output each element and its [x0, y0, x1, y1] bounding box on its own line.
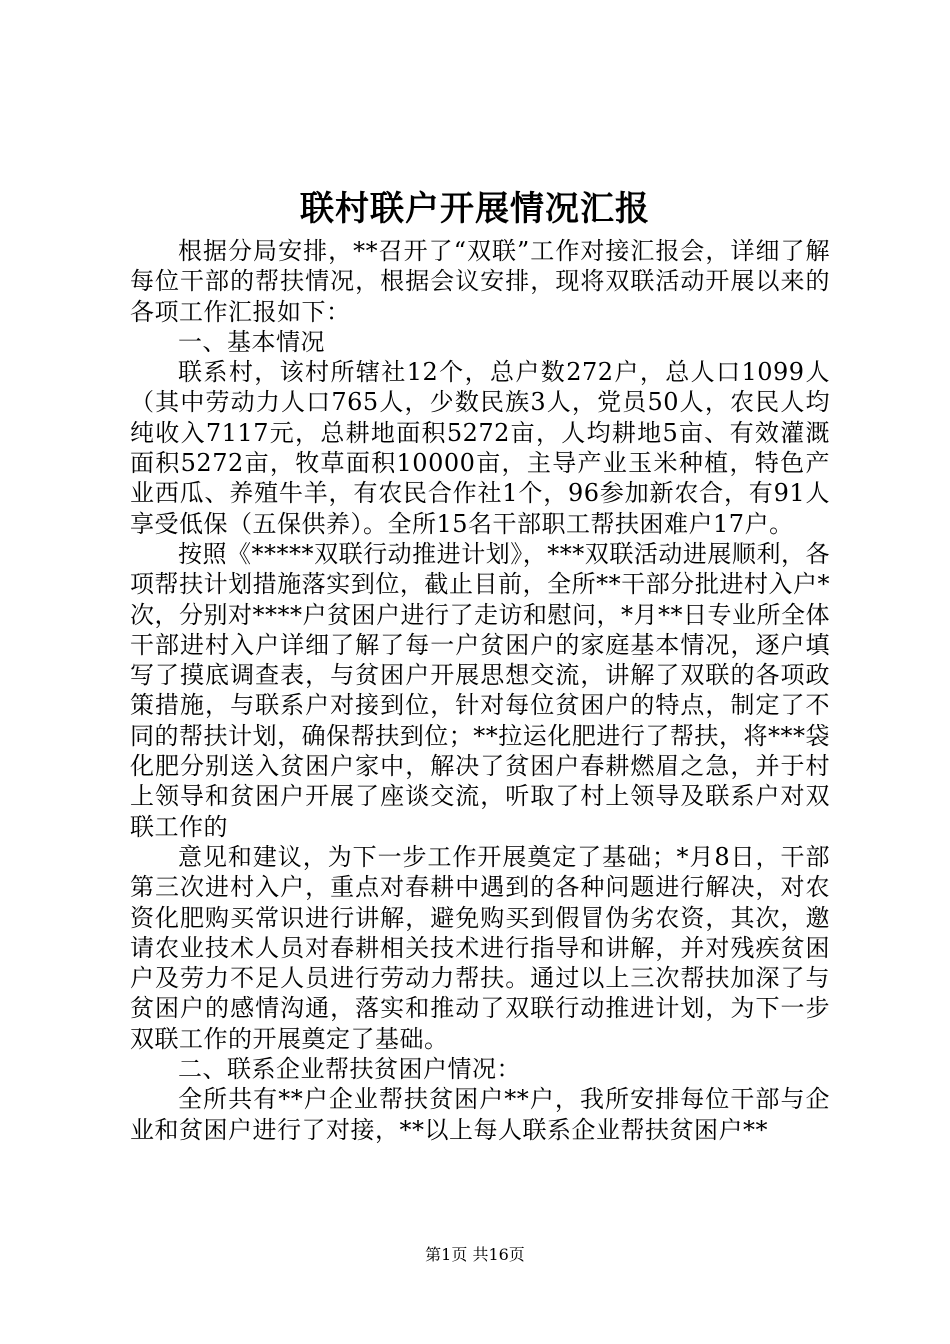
paragraph-third-visit: 意见和建议，为下一步工作开展奠定了基础；*月8日，干部第三次进村入户，重点对春耕中遇到的各种问题进行解决，对农资化肥购买常识进行讲解，避免购买到假冒伪劣农资，其次，邀请农业技术人员对春耕相关技术进行指导和讲解，并对残疾贫困户及劳力不足人员进行劳动力帮扶。通过以上三次帮扶加深了与贫困户的感情沟通，落实和推动了双联行动推进计划，为下一步双联工作的开展奠定了基础。: [130, 842, 830, 1053]
page-number: 第1页 共16页: [425, 1245, 525, 1264]
paragraph-plan-progress: 按照《*****双联行动推进计划》，***双联活动进展顺利，各项帮扶计划措施落实到位，截止目前，全所**干部分批进村入户*次，分别对****户贫困户进行了走访和慰问，*月**日专业所全体干部进村入户详细了解了每一户贫困户的家庭基本情况，逐户填写了摸底调查表，与贫困户开展思想交流，讲解了双联的各项政策措施，与联系户对接到位，针对每位贫困户的特点，制定了不同的帮扶计划，确保帮扶到位；**拉运化肥进行了帮扶，将***袋化肥分别送入贫困户家中，解决了贫困户春耕燃眉之急，并于村上领导和贫困户开展了座谈交流，听取了村上领导及联系户对双联工作的: [130, 539, 830, 841]
document-title: 联村联户开展情况汇报: [300, 189, 650, 229]
document-body: [130, 236, 830, 1145]
paragraph-intro: 根据分局安排，**召开了“双联”工作对接汇报会，详细了解每位干部的帮扶情况，根据会议安排，现将双联活动开展以来的各项工作汇报如下：: [130, 237, 830, 326]
section-heading-enterprise: 二、联系企业帮扶贫困户情况：: [178, 1055, 521, 1084]
paragraph-village-stats: 联系村，该村所辖社12个，总户数272户，总人口1099人（其中劳动力人口765人，少数民族3人，党员50人，农民人均纯收入7117元，总耕地面积5272亩，人均耕地5亩、有效灌溉面积5272亩，牧草面积10000亩，主导产业玉米种植，特色产业西瓜、养殖牛羊，有农民合作社1个，96参加新农合，有91人享受低保（五保供养）。全所15名干部职工帮扶困难户17户。: [130, 358, 830, 538]
paragraph-enterprise: 全所共有**户企业帮扶贫困户**户，我所安排每位干部与企业和贫困户进行了对接，**以上每人联系企业帮扶贫困户**: [130, 1085, 830, 1144]
section-heading-basic-info: 一、基本情况: [178, 327, 325, 356]
